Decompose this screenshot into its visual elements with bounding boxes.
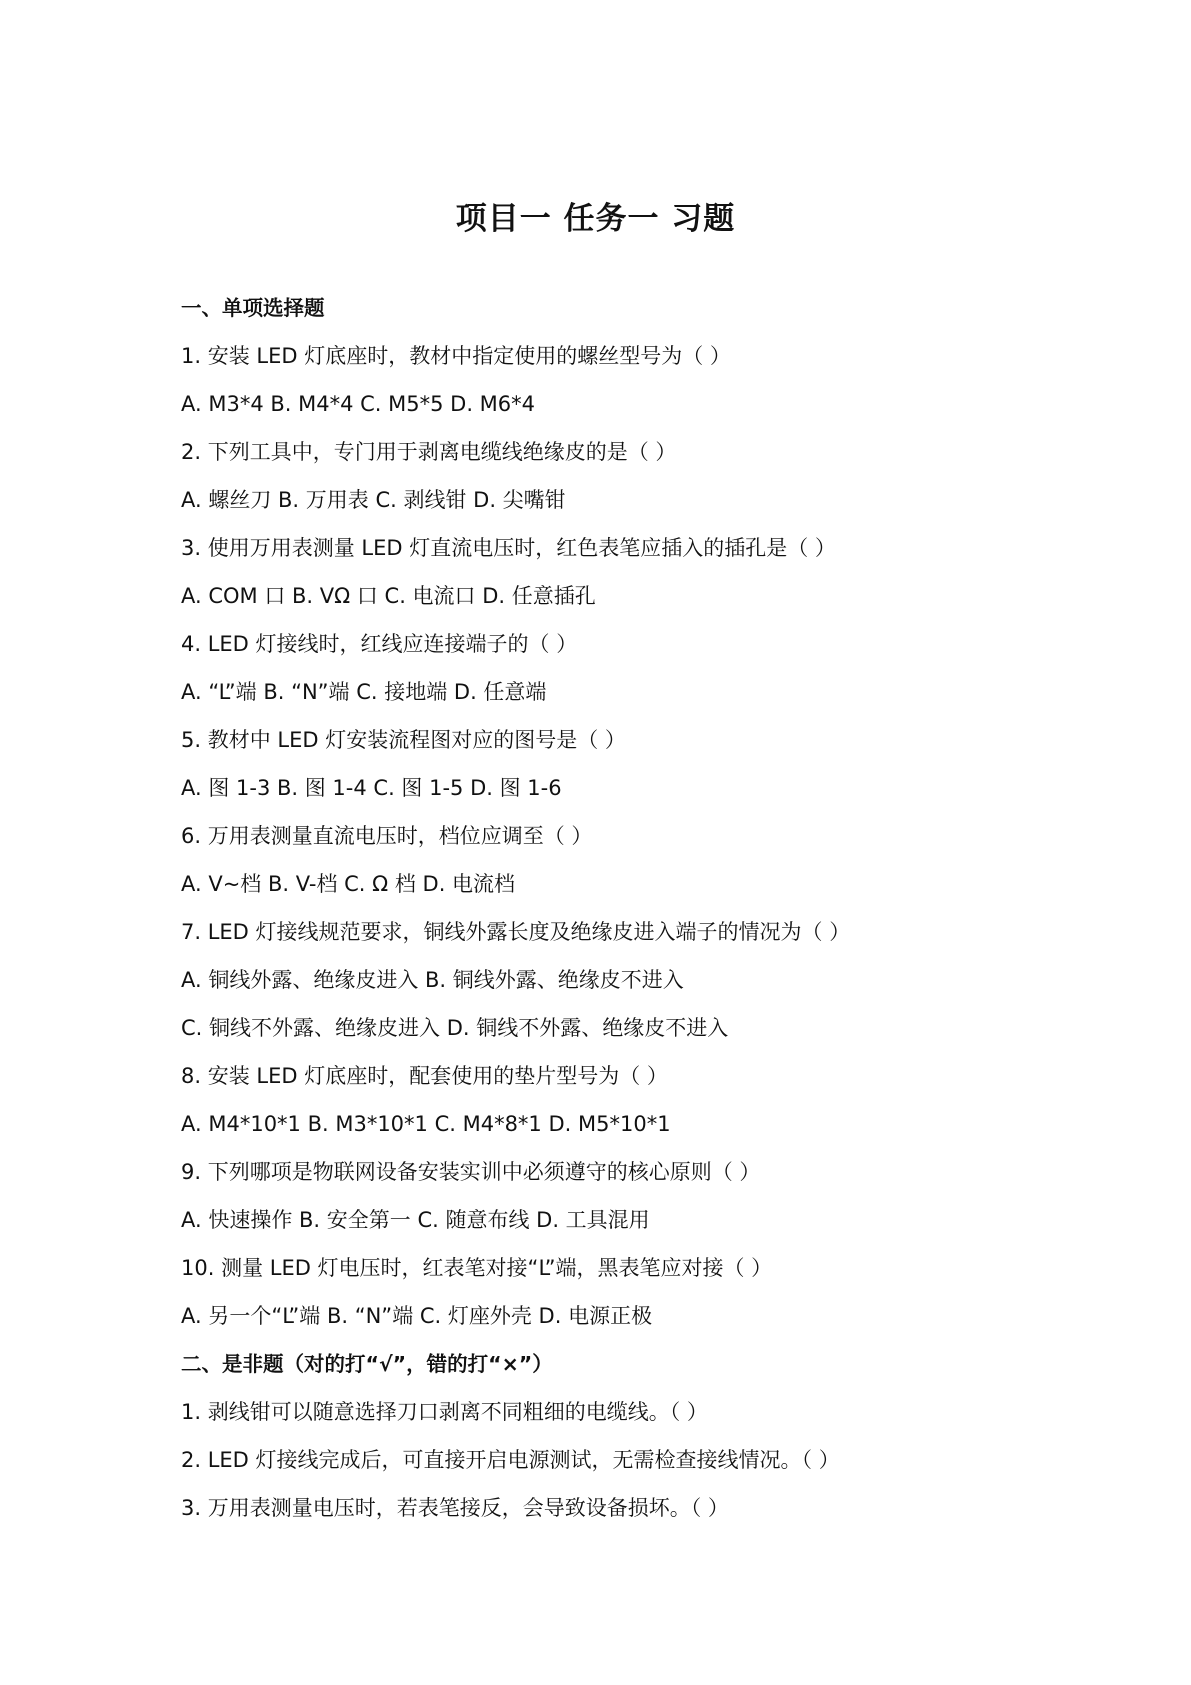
question-line: 3. 使用万用表测量 LED 灯直流电压时，红色表笔应插入的插孔是（ ） [181,536,836,560]
options-line: A. COM 口 B. VΩ 口 C. 电流口 D. 任意插孔 [181,584,596,608]
options-line: A. “L”端 B. “N”端 C. 接地端 D. 任意端 [181,680,547,704]
question-line: 8. 安装 LED 灯底座时，配套使用的垫片型号为（ ） [181,1064,668,1088]
question-line: 5. 教材中 LED 灯安装流程图对应的图号是（ ） [181,728,626,752]
document-body [181,291,1081,1539]
question-line: 2. 下列工具中，专门用于剥离电缆线绝缘皮的是（ ） [181,440,677,464]
document-title: 项目一 任务一 习题 [455,201,736,237]
question-line: 7. LED 灯接线规范要求，铜线外露长度及绝缘皮进入端子的情况为（ ） [181,920,851,944]
options-line: A. M4*10*1 B. M3*10*1 C. M4*8*1 D. M5*10*1 [181,1112,671,1136]
true-false-question: 1. 剥线钳可以随意选择刀口剥离不同粗细的电缆线。（ ） [181,1400,708,1424]
question-line: 4. LED 灯接线时，红线应连接端子的（ ） [181,632,578,656]
true-false-question: 2. LED 灯接线完成后，可直接开启电源测试，无需检查接线情况。（ ） [181,1448,840,1472]
options-line: A. 快速操作 B. 安全第一 C. 随意布线 D. 工具混用 [181,1208,650,1232]
question-line: 1. 安装 LED 灯底座时，教材中指定使用的螺丝型号为（ ） [181,344,731,368]
true-false-question: 3. 万用表测量电压时，若表笔接反，会导致设备损坏。（ ） [181,1496,729,1520]
section-heading-true-false: 二、是非题（对的打“√”，错的打“×”） [181,1352,553,1376]
section-heading-single-choice: 一、单项选择题 [181,296,325,320]
options-line: A. 铜线外露、绝缘皮进入 B. 铜线外露、绝缘皮不进入 [181,968,684,992]
options-line: A. 螺丝刀 B. 万用表 C. 剥线钳 D. 尖嘴钳 [181,488,566,512]
options-line: A. 图 1-3 B. 图 1-4 C. 图 1-5 D. 图 1-6 [181,776,562,800]
question-line: 9. 下列哪项是物联网设备安装实训中必须遵守的核心原则（ ） [181,1160,761,1184]
question-line: 6. 万用表测量直流电压时，档位应调至（ ） [181,824,593,848]
options-line: C. 铜线不外露、绝缘皮进入 D. 铜线不外露、绝缘皮不进入 [181,1016,729,1040]
options-line: A. M3*4 B. M4*4 C. M5*5 D. M6*4 [181,392,536,416]
question-line: 10. 测量 LED 灯电压时，红表笔对接“L”端，黑表笔应对接（ ） [181,1256,773,1280]
options-line: A. 另一个“L”端 B. “N”端 C. 灯座外壳 D. 电源正极 [181,1304,653,1328]
options-line: A. V~档 B. V-档 C. Ω 档 D. 电流档 [181,872,516,896]
